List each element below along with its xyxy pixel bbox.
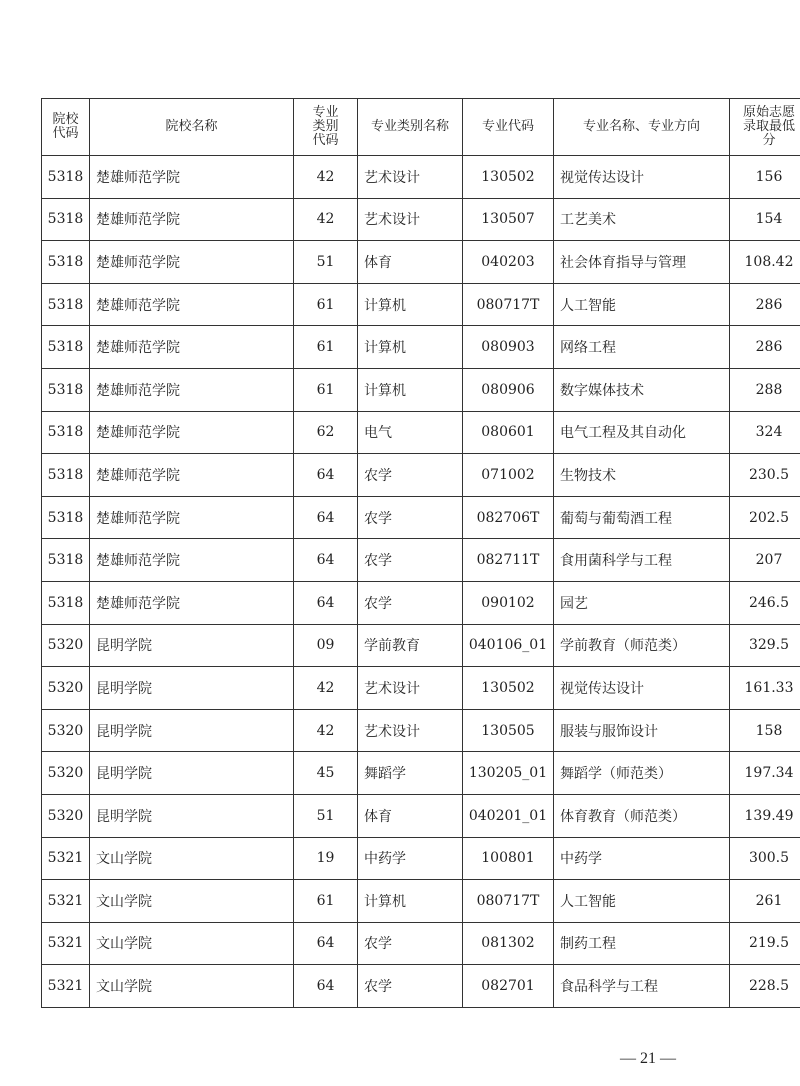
cell-category-name: 学前教育 [358, 624, 463, 667]
cell-school-code: 5320 [42, 794, 90, 837]
cell-category-name: 体育 [358, 241, 463, 284]
table-row [42, 539, 800, 582]
cell-major-name: 数字媒体技术 [554, 368, 730, 411]
cell-min-score: 197.34 [730, 752, 800, 795]
table-row [42, 880, 800, 923]
cell-category-name: 电气 [358, 411, 463, 454]
cell-major-code: 082711T [463, 539, 554, 582]
cell-school-code: 5318 [42, 326, 90, 369]
cell-major-name: 生物技术 [554, 454, 730, 497]
table-row [42, 922, 800, 965]
cell-major-code: 130205_01 [463, 752, 554, 795]
cell-category-name: 艺术设计 [358, 156, 463, 199]
cell-school-code: 5318 [42, 496, 90, 539]
cell-category-name: 农学 [358, 922, 463, 965]
cell-category-code: 42 [294, 667, 358, 710]
header-major-code: 专业代码 [463, 99, 554, 156]
cell-major-code: 080717T [463, 880, 554, 923]
cell-min-score: 219.5 [730, 922, 800, 965]
cell-category-name: 体育 [358, 794, 463, 837]
table-row [42, 709, 800, 752]
table-row [42, 156, 800, 199]
cell-min-score: 139.49 [730, 794, 800, 837]
table-row [42, 411, 800, 454]
header-min-score: 原始志愿录取最低分 [730, 99, 800, 156]
cell-major-name: 服装与服饰设计 [554, 709, 730, 752]
admission-scores-table [41, 98, 800, 1008]
cell-major-code: 082706T [463, 496, 554, 539]
cell-major-name: 舞蹈学（师范类） [554, 752, 730, 795]
cell-category-code: 64 [294, 965, 358, 1008]
cell-min-score: 161.33 [730, 667, 800, 710]
cell-category-code: 62 [294, 411, 358, 454]
cell-school-code: 5318 [42, 198, 90, 241]
table-row [42, 454, 800, 497]
cell-school-code: 5320 [42, 667, 90, 710]
cell-school-code: 5318 [42, 156, 90, 199]
cell-category-name: 艺术设计 [358, 667, 463, 710]
cell-school-name: 文山学院 [90, 922, 294, 965]
cell-min-score: 300.5 [730, 837, 800, 880]
cell-min-score: 230.5 [730, 454, 800, 497]
cell-category-name: 农学 [358, 496, 463, 539]
header-category-name: 专业类别名称 [358, 99, 463, 156]
cell-school-code: 5318 [42, 411, 90, 454]
cell-category-code: 51 [294, 794, 358, 837]
cell-major-name: 制药工程 [554, 922, 730, 965]
cell-major-code: 082701 [463, 965, 554, 1008]
table-row [42, 241, 800, 284]
cell-school-code: 5320 [42, 624, 90, 667]
cell-school-name: 楚雄师范学院 [90, 581, 294, 624]
cell-category-code: 42 [294, 709, 358, 752]
cell-category-code: 42 [294, 156, 358, 199]
cell-school-code: 5318 [42, 283, 90, 326]
cell-category-name: 农学 [358, 965, 463, 1008]
cell-major-code: 080903 [463, 326, 554, 369]
cell-category-name: 艺术设计 [358, 198, 463, 241]
cell-min-score: 329.5 [730, 624, 800, 667]
cell-major-name: 葡萄与葡萄酒工程 [554, 496, 730, 539]
table-row [42, 496, 800, 539]
cell-major-name: 体育教育（师范类） [554, 794, 730, 837]
cell-category-name: 农学 [358, 454, 463, 497]
cell-category-code: 42 [294, 198, 358, 241]
cell-category-code: 64 [294, 496, 358, 539]
cell-major-code: 130502 [463, 156, 554, 199]
cell-school-code: 5320 [42, 752, 90, 795]
cell-major-code: 100801 [463, 837, 554, 880]
cell-major-name: 食用菌科学与工程 [554, 539, 730, 582]
cell-major-name: 学前教育（师范类） [554, 624, 730, 667]
cell-school-name: 楚雄师范学院 [90, 241, 294, 284]
table-row [42, 965, 800, 1008]
cell-category-code: 19 [294, 837, 358, 880]
cell-min-score: 286 [730, 326, 800, 369]
cell-school-name: 文山学院 [90, 880, 294, 923]
cell-school-name: 楚雄师范学院 [90, 156, 294, 199]
table-row [42, 837, 800, 880]
table-row [42, 624, 800, 667]
cell-school-name: 楚雄师范学院 [90, 539, 294, 582]
cell-min-score: 154 [730, 198, 800, 241]
cell-major-code: 080906 [463, 368, 554, 411]
cell-major-name: 人工智能 [554, 880, 730, 923]
cell-category-name: 艺术设计 [358, 709, 463, 752]
cell-school-code: 5318 [42, 368, 90, 411]
cell-school-code: 5318 [42, 581, 90, 624]
cell-min-score: 108.42 [730, 241, 800, 284]
cell-min-score: 324 [730, 411, 800, 454]
cell-school-code: 5321 [42, 837, 90, 880]
table-row [42, 667, 800, 710]
cell-category-code: 61 [294, 880, 358, 923]
cell-major-name: 网络工程 [554, 326, 730, 369]
cell-category-name: 农学 [358, 581, 463, 624]
cell-major-code: 080717T [463, 283, 554, 326]
cell-major-code: 080601 [463, 411, 554, 454]
cell-min-score: 207 [730, 539, 800, 582]
table-row [42, 283, 800, 326]
table-header-row [42, 99, 800, 156]
cell-min-score: 158 [730, 709, 800, 752]
cell-school-code: 5318 [42, 539, 90, 582]
cell-school-name: 文山学院 [90, 837, 294, 880]
cell-category-name: 农学 [358, 539, 463, 582]
cell-category-code: 51 [294, 241, 358, 284]
cell-category-name: 计算机 [358, 326, 463, 369]
cell-category-code: 45 [294, 752, 358, 795]
cell-major-name: 电气工程及其自动化 [554, 411, 730, 454]
cell-school-name: 楚雄师范学院 [90, 454, 294, 497]
cell-major-code: 040106_01 [463, 624, 554, 667]
cell-min-score: 286 [730, 283, 800, 326]
cell-category-code: 64 [294, 922, 358, 965]
cell-min-score: 202.5 [730, 496, 800, 539]
cell-school-name: 昆明学院 [90, 667, 294, 710]
cell-school-code: 5320 [42, 709, 90, 752]
cell-major-code: 090102 [463, 581, 554, 624]
cell-school-name: 昆明学院 [90, 709, 294, 752]
cell-major-name: 工艺美术 [554, 198, 730, 241]
cell-major-name: 视觉传达设计 [554, 156, 730, 199]
cell-major-name: 人工智能 [554, 283, 730, 326]
cell-major-code: 081302 [463, 922, 554, 965]
header-school-code: 院校代码 [42, 99, 90, 156]
cell-major-code: 040201_01 [463, 794, 554, 837]
cell-category-name: 计算机 [358, 880, 463, 923]
cell-school-name: 文山学院 [90, 965, 294, 1008]
cell-major-code: 130505 [463, 709, 554, 752]
cell-major-code: 040203 [463, 241, 554, 284]
page-number: — 21 — [620, 1050, 676, 1067]
table-row [42, 581, 800, 624]
cell-category-code: 09 [294, 624, 358, 667]
cell-category-code: 64 [294, 581, 358, 624]
header-category-code: 专业类别代码 [294, 99, 358, 156]
cell-school-name: 楚雄师范学院 [90, 496, 294, 539]
table-body [42, 156, 800, 1008]
table-row [42, 794, 800, 837]
cell-category-name: 计算机 [358, 283, 463, 326]
cell-min-score: 261 [730, 880, 800, 923]
cell-min-score: 288 [730, 368, 800, 411]
table-row [42, 368, 800, 411]
cell-school-name: 楚雄师范学院 [90, 326, 294, 369]
cell-school-code: 5321 [42, 922, 90, 965]
cell-major-code: 130502 [463, 667, 554, 710]
cell-major-name: 中药学 [554, 837, 730, 880]
cell-major-code: 130507 [463, 198, 554, 241]
cell-school-name: 昆明学院 [90, 624, 294, 667]
cell-category-code: 64 [294, 454, 358, 497]
cell-major-name: 食品科学与工程 [554, 965, 730, 1008]
cell-major-name: 社会体育指导与管理 [554, 241, 730, 284]
cell-school-code: 5318 [42, 241, 90, 284]
cell-category-name: 舞蹈学 [358, 752, 463, 795]
cell-school-name: 楚雄师范学院 [90, 411, 294, 454]
header-major-name: 专业名称、专业方向 [554, 99, 730, 156]
cell-category-name: 计算机 [358, 368, 463, 411]
cell-major-name: 园艺 [554, 581, 730, 624]
cell-school-code: 5321 [42, 965, 90, 1008]
cell-school-name: 昆明学院 [90, 794, 294, 837]
table-row [42, 752, 800, 795]
cell-school-code: 5321 [42, 880, 90, 923]
table-row [42, 326, 800, 369]
cell-major-name: 视觉传达设计 [554, 667, 730, 710]
cell-school-name: 昆明学院 [90, 752, 294, 795]
cell-category-code: 64 [294, 539, 358, 582]
cell-min-score: 228.5 [730, 965, 800, 1008]
cell-school-name: 楚雄师范学院 [90, 368, 294, 411]
header-school-name: 院校名称 [90, 99, 294, 156]
cell-school-name: 楚雄师范学院 [90, 283, 294, 326]
cell-category-code: 61 [294, 283, 358, 326]
cell-category-name: 中药学 [358, 837, 463, 880]
cell-category-code: 61 [294, 326, 358, 369]
table-row [42, 198, 800, 241]
cell-school-code: 5318 [42, 454, 90, 497]
cell-min-score: 246.5 [730, 581, 800, 624]
cell-school-name: 楚雄师范学院 [90, 198, 294, 241]
cell-category-code: 61 [294, 368, 358, 411]
cell-min-score: 156 [730, 156, 800, 199]
cell-major-code: 071002 [463, 454, 554, 497]
